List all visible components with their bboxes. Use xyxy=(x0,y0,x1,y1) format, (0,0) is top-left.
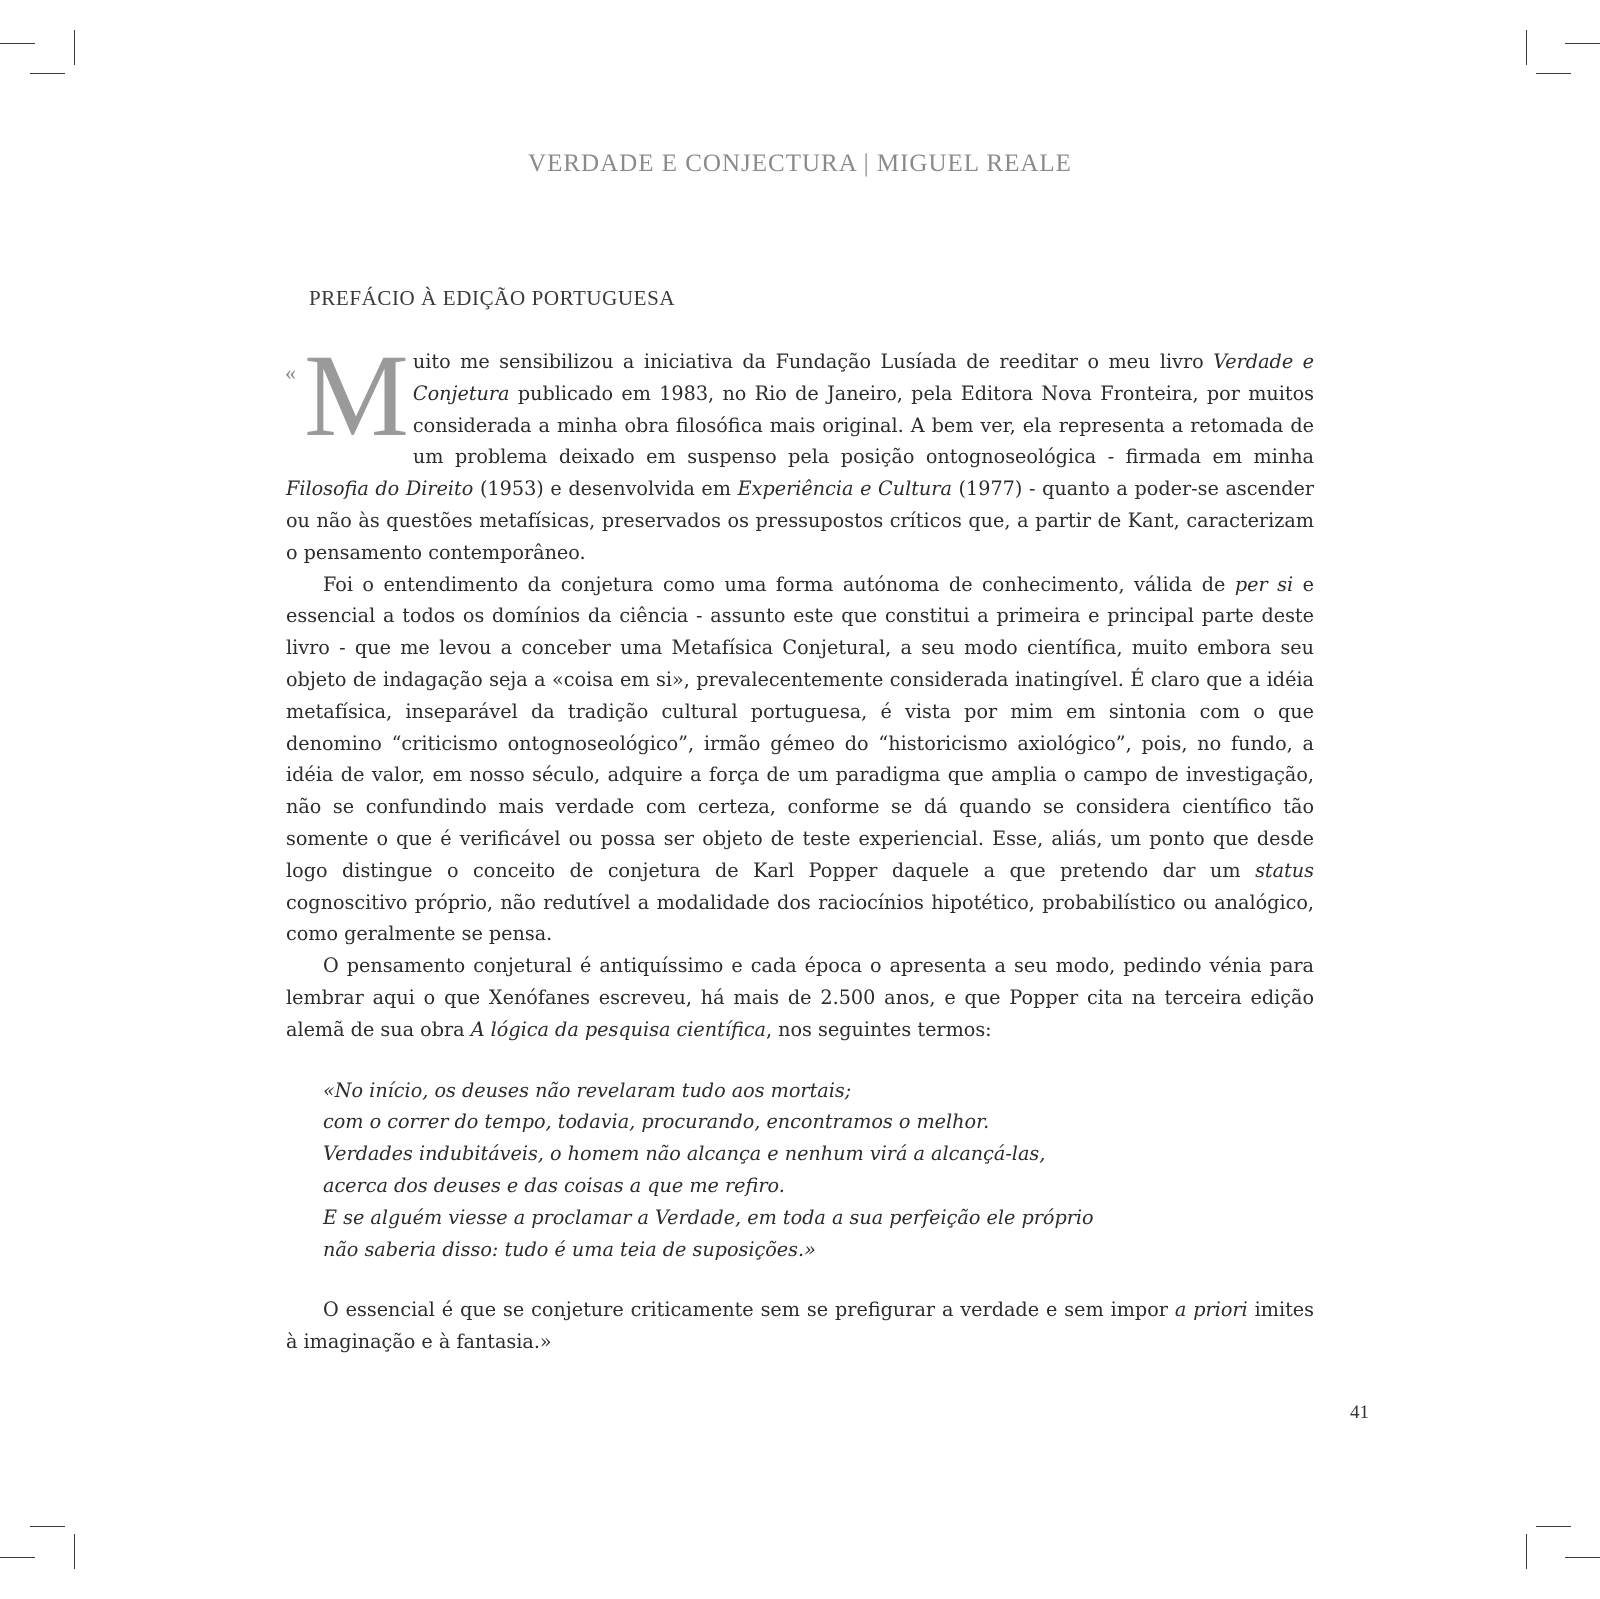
verse-line: «No início, os deuses não revelaram tudo aos mortais; xyxy=(323,1078,852,1102)
text-run: cognoscitivo próprio, não redutível a modalidade dos raciocínios hipotético, probabilístico ou analógico, como geralmente se pensa. xyxy=(286,890,1314,946)
dropcap: M xyxy=(304,330,409,461)
book-title: Experiência e Cultura xyxy=(737,477,952,501)
crop-mark xyxy=(74,1534,75,1569)
italic-term: a priori xyxy=(1174,1298,1248,1322)
verse-line: E se alguém viesse a proclamar a Verdade, em toda a sua perfeição ele próprio xyxy=(323,1205,1094,1229)
book-title: A lógica da pesquisa científica xyxy=(470,1017,766,1041)
crop-mark xyxy=(1565,1557,1600,1558)
section-title: PREFÁCIO À EDIÇÃO PORTUGUESA xyxy=(309,286,676,310)
paragraph-2 xyxy=(286,569,1314,951)
crop-mark xyxy=(1526,1534,1527,1569)
page-number: 41 xyxy=(1350,1402,1369,1423)
text-run: e essencial a todos os domínios da ciência - assunto este que constitui a primeira e principal parte deste livro - que me levou a conceber uma Metafísica Conjetural, a seu modo científica, muito embora seu objeto de indagação seja a «coisa em si», prevalecentemente considerada inatingível. É claro que a idéia metafísica, inseparável da tradição cultural portuguesa, é vista por mim em sintonia com o que denomino “criticismo ontognoseológico”, irmão gémeo do “historicismo axiológico”, pois, no fundo, a idéia de valor, em nosso século, adquire a força de um paradigma que amplia o campo de investigação, não se confundindo mais verdade com certeza, conforme se dá quando se considera científico tão somente o que é verificável ou possa ser objeto de teste experiencial. Esse, aliás, um ponto que desde logo distingue o conceito de conjetura de Karl Popper daquele a que pretendo dar um xyxy=(286,572,1314,882)
body-text xyxy=(286,330,1314,1358)
verse-line: Verdades indubitáveis, o homem não alcança e nenhum virá a alcançá-las, xyxy=(323,1142,1046,1166)
verse-line: com o correr do tempo, todavia, procurando, encontramos o melhor. xyxy=(323,1110,990,1134)
text-run: publicado em 1983, no Rio de Janeiro, pela Editora Nova Fronteira, por muitos considerada a minha obra filosófica mais original. A bem ver, ela representa a retomada de um problema deixado em suspenso pela posição ontognoseológica - firmada em minha xyxy=(412,381,1314,469)
text-run: (1953) e desenvolvida em xyxy=(473,477,738,501)
verse-quote xyxy=(323,1075,1314,1266)
italic-term: per si xyxy=(1234,572,1294,596)
crop-mark xyxy=(0,43,35,44)
text-run: (1977) - quanto a poder-se ascender ou não às questões metafísicas, preservados os pressupostos críticos que, a partir de Kant, caracterizam o pensamento contemporâneo. xyxy=(286,477,1314,564)
running-head: VERDADE E CONJECTURA | MIGUEL REALE xyxy=(528,150,1072,177)
paragraph-3 xyxy=(286,950,1314,1045)
italic-term: status xyxy=(1255,858,1314,882)
crop-mark xyxy=(0,1557,35,1558)
crop-mark xyxy=(74,30,75,65)
opening-quote-mark: « xyxy=(285,360,296,385)
verse-line: não saberia disso: tudo é uma teia de suposições.» xyxy=(323,1237,816,1261)
book-title: Verdade e Conjetura xyxy=(412,350,1314,405)
paragraph-1 xyxy=(286,330,1314,569)
verse-line: acerca dos deuses e das coisas a que me refiro. xyxy=(323,1173,785,1197)
crop-mark xyxy=(30,73,65,74)
crop-mark xyxy=(30,1526,65,1527)
crop-mark xyxy=(1536,73,1571,74)
text-run: O essencial é que se conjeture criticamente sem se prefigurar a verdade e sem impor xyxy=(323,1298,1175,1322)
text-run: , nos seguintes termos: xyxy=(765,1017,992,1041)
text-run: Foi o entendimento da conjetura como uma forma autónoma de conhecimento, válida de xyxy=(323,572,1235,596)
paragraph-4 xyxy=(286,1294,1314,1358)
crop-mark xyxy=(1565,43,1600,44)
text-run: imites à imaginação e à fantasia.» xyxy=(286,1298,1314,1354)
crop-mark xyxy=(1526,30,1527,65)
book-title: Filosofia do Direito xyxy=(286,477,474,501)
text-run: uito me sensibilizou a iniciativa da Fundação Lusíada de reeditar o meu livro xyxy=(412,350,1214,373)
crop-mark xyxy=(1536,1526,1571,1527)
text-run: O pensamento conjetural é antiquíssimo e cada época o apresenta a seu modo, pedindo vénia para lembrar aqui o que Xenófanes escreveu, há mais de 2.500 anos, e que Popper cita na terceira edição alemã de sua obra xyxy=(286,954,1314,1041)
